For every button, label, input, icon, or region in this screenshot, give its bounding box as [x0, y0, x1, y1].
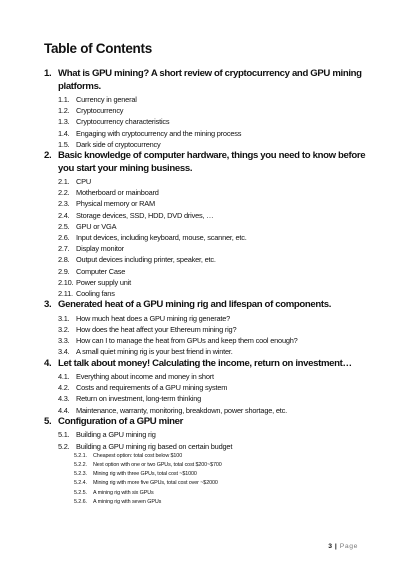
section-title: Costs and requirements of a GPU mining system — [76, 383, 228, 393]
toc-section-5-2[interactable] — [0, 441, 400, 452]
section-title: Dark side of cryptocurrency — [76, 139, 161, 149]
footer-separator: | — [334, 543, 337, 550]
chapter-number: 1. — [44, 68, 52, 79]
toc-chapter-5[interactable] — [0, 416, 370, 429]
section-number: 3.4. — [58, 347, 70, 357]
toc-subsection-5-2-2[interactable] — [0, 461, 400, 470]
section-number: 1.1. — [58, 95, 70, 104]
section-title: Output devices including printer, speaker, etc. — [76, 255, 216, 265]
toc-title: Table of Contents — [44, 41, 152, 56]
section-number: 4.2. — [58, 383, 70, 393]
section-number: 2.4. — [58, 210, 70, 220]
section-number: 2.9. — [58, 266, 70, 276]
section-title: Power supply unit — [76, 277, 131, 287]
toc-section-2-10[interactable] — [0, 277, 400, 288]
toc-section-2-9[interactable] — [0, 266, 400, 277]
section-number: 4.1. — [58, 372, 70, 382]
section-title: Motherboard or mainboard — [76, 188, 159, 198]
toc-subsection-5-2-3[interactable] — [0, 470, 400, 479]
section-number: 5.1. — [58, 430, 70, 440]
toc-section-5-1[interactable] — [0, 429, 400, 440]
subsection-number: 5.2.6. — [74, 498, 87, 505]
toc-section-1-2[interactable] — [0, 105, 400, 116]
toc-section-2-11[interactable] — [0, 288, 400, 299]
section-number: 2.2. — [58, 188, 70, 198]
subsection-number: 5.2.3. — [74, 471, 87, 478]
toc-chapter-4[interactable] — [0, 358, 370, 371]
subsection-number: 5.2.1. — [74, 452, 87, 459]
toc-section-2-7[interactable] — [0, 243, 400, 254]
toc-chapter-2[interactable] — [0, 150, 370, 175]
toc-section-3-3[interactable] — [0, 335, 400, 346]
toc-section-4-1[interactable] — [0, 371, 400, 382]
toc-section-4-4[interactable] — [0, 405, 400, 416]
subsection-title: Next option with one or two GPUs, total cost $200~$700 — [93, 461, 222, 468]
section-number: 1.3. — [58, 117, 70, 127]
toc-section-2-1[interactable] — [0, 176, 400, 187]
chapter-title: What is GPU mining? A short review of cryptocurrency and GPU mining platforms. — [58, 68, 362, 92]
toc-section-1-4[interactable] — [0, 128, 400, 139]
section-title: Display monitor — [76, 244, 124, 254]
section-title: How can I to manage the heat from GPUs and keep them cool enough? — [76, 336, 298, 346]
section-number: 2.6. — [58, 233, 70, 243]
section-number: 2.5. — [58, 221, 70, 231]
section-number: 4.3. — [58, 394, 70, 404]
section-title: Return on investment, long-term thinking — [76, 394, 202, 404]
toc-subsection-5-2-5[interactable] — [0, 489, 400, 498]
section-title: Building a GPU mining rig — [76, 430, 156, 440]
toc-section-1-5[interactable] — [0, 139, 400, 150]
section-number: 4.4. — [58, 405, 70, 415]
chapter-number: 3. — [44, 299, 52, 311]
section-title: Physical memory or RAM — [76, 199, 155, 209]
toc-section-2-5[interactable] — [0, 221, 400, 232]
toc-subsection-5-2-4[interactable] — [0, 479, 400, 488]
toc-section-2-6[interactable] — [0, 232, 400, 243]
chapter-title: Let talk about money! Calculating the income, return on investment… — [58, 357, 352, 369]
section-title: Computer Case — [76, 266, 126, 276]
section-title: GPU or VGA — [76, 221, 117, 231]
toc-section-2-2[interactable] — [0, 187, 400, 198]
section-title: Everything about income and money in short — [76, 372, 214, 382]
section-title: Building a GPU mining rig based on certain budget — [76, 441, 233, 451]
chapter-title: Generated heat of a GPU mining rig and lifespan of components. — [58, 299, 332, 311]
section-number: 2.1. — [58, 177, 70, 187]
toc-section-4-3[interactable] — [0, 393, 400, 404]
section-title: Maintenance, warranty, monitoring, breakdown, power shortage, etc. — [76, 405, 287, 415]
section-number: 2.10. — [58, 277, 74, 287]
toc-subsection-5-2-6[interactable] — [0, 498, 400, 507]
section-number: 2.7. — [58, 244, 70, 254]
page-label: Page — [339, 543, 358, 550]
section-title: Cryptocurrency — [76, 106, 124, 116]
section-title: CPU — [76, 177, 92, 187]
section-title: Cooling fans — [76, 289, 115, 299]
section-number: 5.2. — [58, 441, 70, 451]
toc-chapter-1[interactable] — [0, 68, 370, 93]
section-title: Input devices, including keyboard, mouse, scanner, etc. — [76, 233, 247, 243]
toc-subsection-5-2-1[interactable] — [0, 452, 400, 461]
toc-section-1-3[interactable] — [0, 116, 400, 127]
chapter-number: 4. — [44, 357, 52, 369]
toc-chapter-3[interactable] — [0, 299, 370, 312]
toc-section-3-4[interactable] — [0, 346, 400, 357]
section-number: 1.4. — [58, 128, 70, 138]
subsection-title: A mining rig with six GPUs — [93, 489, 154, 496]
section-number: 3.3. — [58, 336, 70, 346]
section-title: How does the heat affect your Ethereum mining rig? — [76, 324, 237, 334]
toc-section-2-8[interactable] — [0, 254, 400, 265]
section-title: How much heat does a GPU mining rig generate? — [76, 313, 231, 323]
section-number: 1.2. — [58, 106, 70, 116]
subsection-number: 5.2.2. — [74, 461, 87, 468]
toc-section-4-2[interactable] — [0, 382, 400, 393]
section-number: 1.5. — [58, 139, 70, 149]
section-title: A small quiet mining rig is your best friend in winter. — [76, 347, 233, 357]
subsection-title: Mining rig with three GPUs, total cost ~$1000 — [93, 471, 197, 478]
section-number: 2.8. — [58, 255, 70, 265]
section-number: 2.3. — [58, 199, 70, 209]
toc-section-2-4[interactable] — [0, 210, 400, 221]
subsection-title: Mining rig with more five GPUs, total cost over ~$2000 — [93, 480, 218, 487]
section-title: Currency in general — [76, 95, 137, 104]
chapter-number: 2. — [44, 150, 52, 162]
section-number: 2.11. — [58, 289, 73, 299]
chapter-title: Configuration of a GPU miner — [58, 415, 184, 427]
toc-section-3-1[interactable] — [0, 313, 400, 324]
subsection-number: 5.2.5. — [74, 489, 87, 496]
toc-section-3-2[interactable] — [0, 324, 400, 335]
toc-section-2-3[interactable] — [0, 198, 400, 209]
subsection-number: 5.2.4. — [74, 480, 87, 487]
section-title: Storage devices, SSD, HDD, DVD drives, … — [76, 210, 214, 220]
page-footer — [328, 543, 358, 550]
chapter-title: Basic knowledge of computer hardware, things you need to know before you start your mining business. — [58, 150, 366, 174]
section-number: 3.1. — [58, 313, 70, 323]
subsection-title: Cheapest option: total cost below $100 — [93, 452, 183, 459]
subsection-title: A mining rig with seven GPUs — [93, 498, 162, 505]
toc-list — [0, 68, 400, 507]
section-title: Engaging with cryptocurrency and the mining process — [76, 128, 242, 138]
toc-section-1-1[interactable] — [0, 94, 400, 105]
page-number: 3 — [328, 543, 333, 550]
section-number: 3.2. — [58, 324, 70, 334]
chapter-number: 5. — [44, 415, 52, 427]
section-title: Cryptocurrency characteristics — [76, 117, 170, 127]
